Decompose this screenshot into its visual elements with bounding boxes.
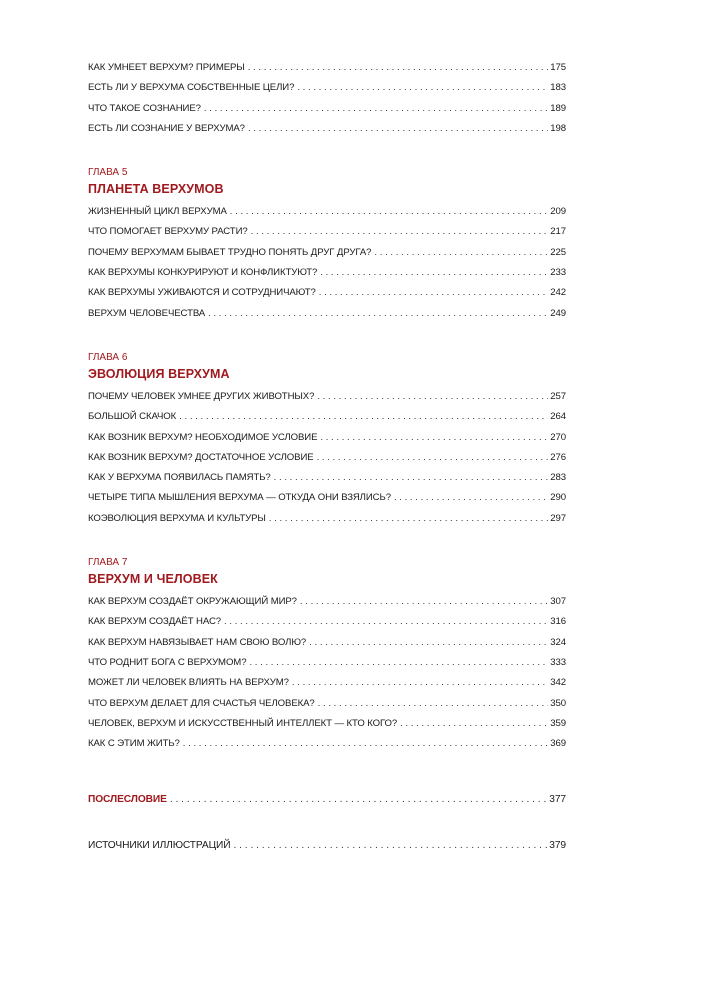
toc-entry[interactable] xyxy=(88,82,566,102)
leader-dots xyxy=(400,718,548,729)
toc-entry[interactable] xyxy=(88,103,566,123)
entry-title: ЧТО РОДНИТ БОГА С ВЕРХУМОМ? xyxy=(88,656,247,668)
entry-page: 233 xyxy=(550,267,566,279)
leader-dots xyxy=(320,432,548,443)
leader-dots xyxy=(297,82,548,93)
toc-entry[interactable] xyxy=(88,123,566,143)
toc-entry[interactable] xyxy=(88,62,566,82)
sources-page: 379 xyxy=(549,840,566,852)
chapter-label: ГЛАВА 5 xyxy=(88,167,128,179)
toc-entry[interactable] xyxy=(88,452,566,472)
toc-entry[interactable] xyxy=(88,411,566,431)
entry-page: 369 xyxy=(550,738,566,750)
entry-page: 297 xyxy=(550,512,566,524)
toc-entry[interactable] xyxy=(88,616,566,636)
leader-dots xyxy=(249,657,548,668)
entry-page: 209 xyxy=(550,206,566,218)
leader-dots xyxy=(309,637,548,648)
toc-entry[interactable] xyxy=(88,738,566,758)
entry-title: ПОЧЕМУ ВЕРХУМАМ БЫВАЕТ ТРУДНО ПОНЯТЬ ДРУГ ДРУГА? xyxy=(88,246,372,258)
entry-page: 316 xyxy=(550,616,566,628)
leader-dots xyxy=(317,391,548,402)
entry-title: ЧТО ТАКОЕ СОЗНАНИЕ? xyxy=(88,102,201,114)
entry-page: 264 xyxy=(550,411,566,423)
entry-title: ПОЧЕМУ ЧЕЛОВЕК УМНЕЕ ДРУГИХ ЖИВОТНЫХ? xyxy=(88,390,315,402)
chapter-label: ГЛАВА 7 xyxy=(88,557,128,569)
entry-title: ВЕРХУМ ЧЕЛОВЕЧЕСТВА xyxy=(88,307,206,319)
afterword-page: 377 xyxy=(549,794,566,806)
leader-dots xyxy=(274,472,549,483)
toc-entry[interactable] xyxy=(88,308,566,328)
entry-title: ЧТО ПОМОГАЕТ ВЕРХУМУ РАСТИ? xyxy=(88,226,248,238)
entry-title: КАК С ЭТИМ ЖИТЬ? xyxy=(88,738,180,750)
leader-dots xyxy=(230,206,549,217)
entry-page: 324 xyxy=(550,636,566,648)
entry-title: КАК УМНЕЕТ ВЕРХУМ? ПРИМЕРЫ xyxy=(88,62,245,73)
toc-entry[interactable] xyxy=(88,472,566,492)
entry-page: 225 xyxy=(550,246,566,258)
chapter-title[interactable]: ВЕРХУМ И ЧЕЛОВЕК xyxy=(88,572,218,587)
toc-entry[interactable] xyxy=(88,677,566,697)
afterword-title: ПОСЛЕСЛОВИЕ xyxy=(88,794,167,806)
leader-dots xyxy=(394,492,548,503)
toc-entry[interactable] xyxy=(88,287,566,307)
entry-page: 276 xyxy=(550,451,566,463)
chapter-section xyxy=(88,167,566,328)
chapter-title[interactable]: ЭВОЛЮЦИЯ ВЕРХУМА xyxy=(88,366,230,381)
entry-page: 307 xyxy=(550,596,566,608)
entry-title: КАК ВЕРХУМ СОЗДАЁТ НАС? xyxy=(88,616,222,628)
entry-page: 350 xyxy=(550,697,566,709)
entry-page: 270 xyxy=(550,431,566,443)
toc-entry[interactable] xyxy=(88,657,566,677)
toc-entry[interactable] xyxy=(88,391,566,411)
sources-entry[interactable] xyxy=(88,840,566,862)
entry-title: ЕСТЬ ЛИ У ВЕРХУМА СОБСТВЕННЫЕ ЦЕЛИ? xyxy=(88,82,295,94)
entry-page: 283 xyxy=(550,472,566,484)
entry-page: 217 xyxy=(550,226,566,238)
leader-dots xyxy=(248,123,548,134)
leader-dots xyxy=(317,452,549,463)
toc-entry[interactable] xyxy=(88,267,566,287)
leader-dots xyxy=(170,794,547,805)
entry-page: 175 xyxy=(550,62,566,73)
entry-title: КАК У ВЕРХУМА ПОЯВИЛАСЬ ПАМЯТЬ? xyxy=(88,472,271,484)
chapter-section xyxy=(88,352,566,533)
leader-dots xyxy=(179,411,548,422)
entry-page: 290 xyxy=(550,492,566,504)
sources-title: ИСТОЧНИКИ ИЛЛЮСТРАЦИЙ xyxy=(88,840,231,852)
entry-page: 189 xyxy=(550,102,566,114)
toc-entry[interactable] xyxy=(88,637,566,657)
afterword-entry[interactable] xyxy=(88,794,566,816)
entry-title: ЧЕТЫРЕ ТИПА МЫШЛЕНИЯ ВЕРХУМА — ОТКУДА ОНИ ВЗЯЛИСЬ? xyxy=(88,492,391,504)
chapter-title[interactable]: ПЛАНЕТА ВЕРХУМОВ xyxy=(88,182,224,197)
leader-dots xyxy=(204,103,548,114)
entry-title: МОЖЕТ ЛИ ЧЕЛОВЕК ВЛИЯТЬ НА ВЕРХУМ? xyxy=(88,677,289,689)
entry-title: ЕСТЬ ЛИ СОЗНАНИЕ У ВЕРХУМА? xyxy=(88,122,245,134)
entry-title: КОЭВОЛЮЦИЯ ВЕРХУМА И КУЛЬТУРЫ xyxy=(88,512,266,524)
afterword-section xyxy=(88,794,566,862)
entry-page: 249 xyxy=(550,307,566,319)
leader-dots xyxy=(300,596,548,607)
leader-dots xyxy=(318,698,549,709)
table-of-contents xyxy=(88,62,566,862)
entry-title: ЖИЗНЕННЫЙ ЦИКЛ ВЕРХУМА xyxy=(88,206,227,218)
toc-entry[interactable] xyxy=(88,247,566,267)
top-entries xyxy=(88,62,566,143)
entry-page: 342 xyxy=(550,677,566,689)
entry-page: 183 xyxy=(550,82,566,94)
leader-dots xyxy=(374,247,548,258)
leader-dots xyxy=(320,267,548,278)
leader-dots xyxy=(224,616,548,627)
entry-title: БОЛЬШОЙ СКАЧОК xyxy=(88,411,177,423)
toc-entry[interactable] xyxy=(88,492,566,512)
entry-title: КАК ВЕРХУМЫ УЖИВАЮТСЯ И СОТРУДНИЧАЮТ? xyxy=(88,287,316,299)
entry-title: ЧТО ВЕРХУМ ДЕЛАЕТ ДЛЯ СЧАСТЬЯ ЧЕЛОВЕКА? xyxy=(88,697,315,709)
toc-entry[interactable] xyxy=(88,596,566,616)
entry-title: КАК ВОЗНИК ВЕРХУМ? ДОСТАТОЧНОЕ УСЛОВИЕ xyxy=(88,451,314,463)
toc-entry[interactable] xyxy=(88,513,566,533)
toc-entry[interactable] xyxy=(88,718,566,738)
entry-title: КАК ВЕРХУМ СОЗДАЁТ ОКРУЖАЮЩИЙ МИР? xyxy=(88,596,297,608)
leader-dots xyxy=(208,308,548,319)
leader-dots xyxy=(248,62,549,73)
toc-entry[interactable] xyxy=(88,226,566,246)
entry-title: КАК ВЕРХУМЫ КОНКУРИРУЮТ И КОНФЛИКТУЮТ? xyxy=(88,267,318,279)
leader-dots xyxy=(292,677,548,688)
leader-dots xyxy=(319,287,549,298)
chapter-section xyxy=(88,557,566,758)
leader-dots xyxy=(233,840,547,851)
entry-title: КАК ВОЗНИК ВЕРХУМ? НЕОБХОДИМОЕ УСЛОВИЕ xyxy=(88,431,318,443)
entry-page: 242 xyxy=(550,287,566,299)
entry-page: 198 xyxy=(550,122,566,134)
leader-dots xyxy=(251,226,549,237)
toc-entry[interactable] xyxy=(88,698,566,718)
entry-title: КАК ВЕРХУМ НАВЯЗЫВАЕТ НАМ СВОЮ ВОЛЮ? xyxy=(88,636,307,648)
leader-dots xyxy=(183,738,548,749)
leader-dots xyxy=(269,513,549,524)
entry-title: ЧЕЛОВЕК, ВЕРХУМ И ИСКУССТВЕННЫЙ ИНТЕЛЛЕКТ — КТО КОГО? xyxy=(88,717,398,729)
toc-entry[interactable] xyxy=(88,206,566,226)
entry-page: 333 xyxy=(550,656,566,668)
toc-entry[interactable] xyxy=(88,432,566,452)
entry-page: 257 xyxy=(550,390,566,402)
entry-page: 359 xyxy=(550,717,566,729)
chapter-label: ГЛАВА 6 xyxy=(88,351,128,363)
